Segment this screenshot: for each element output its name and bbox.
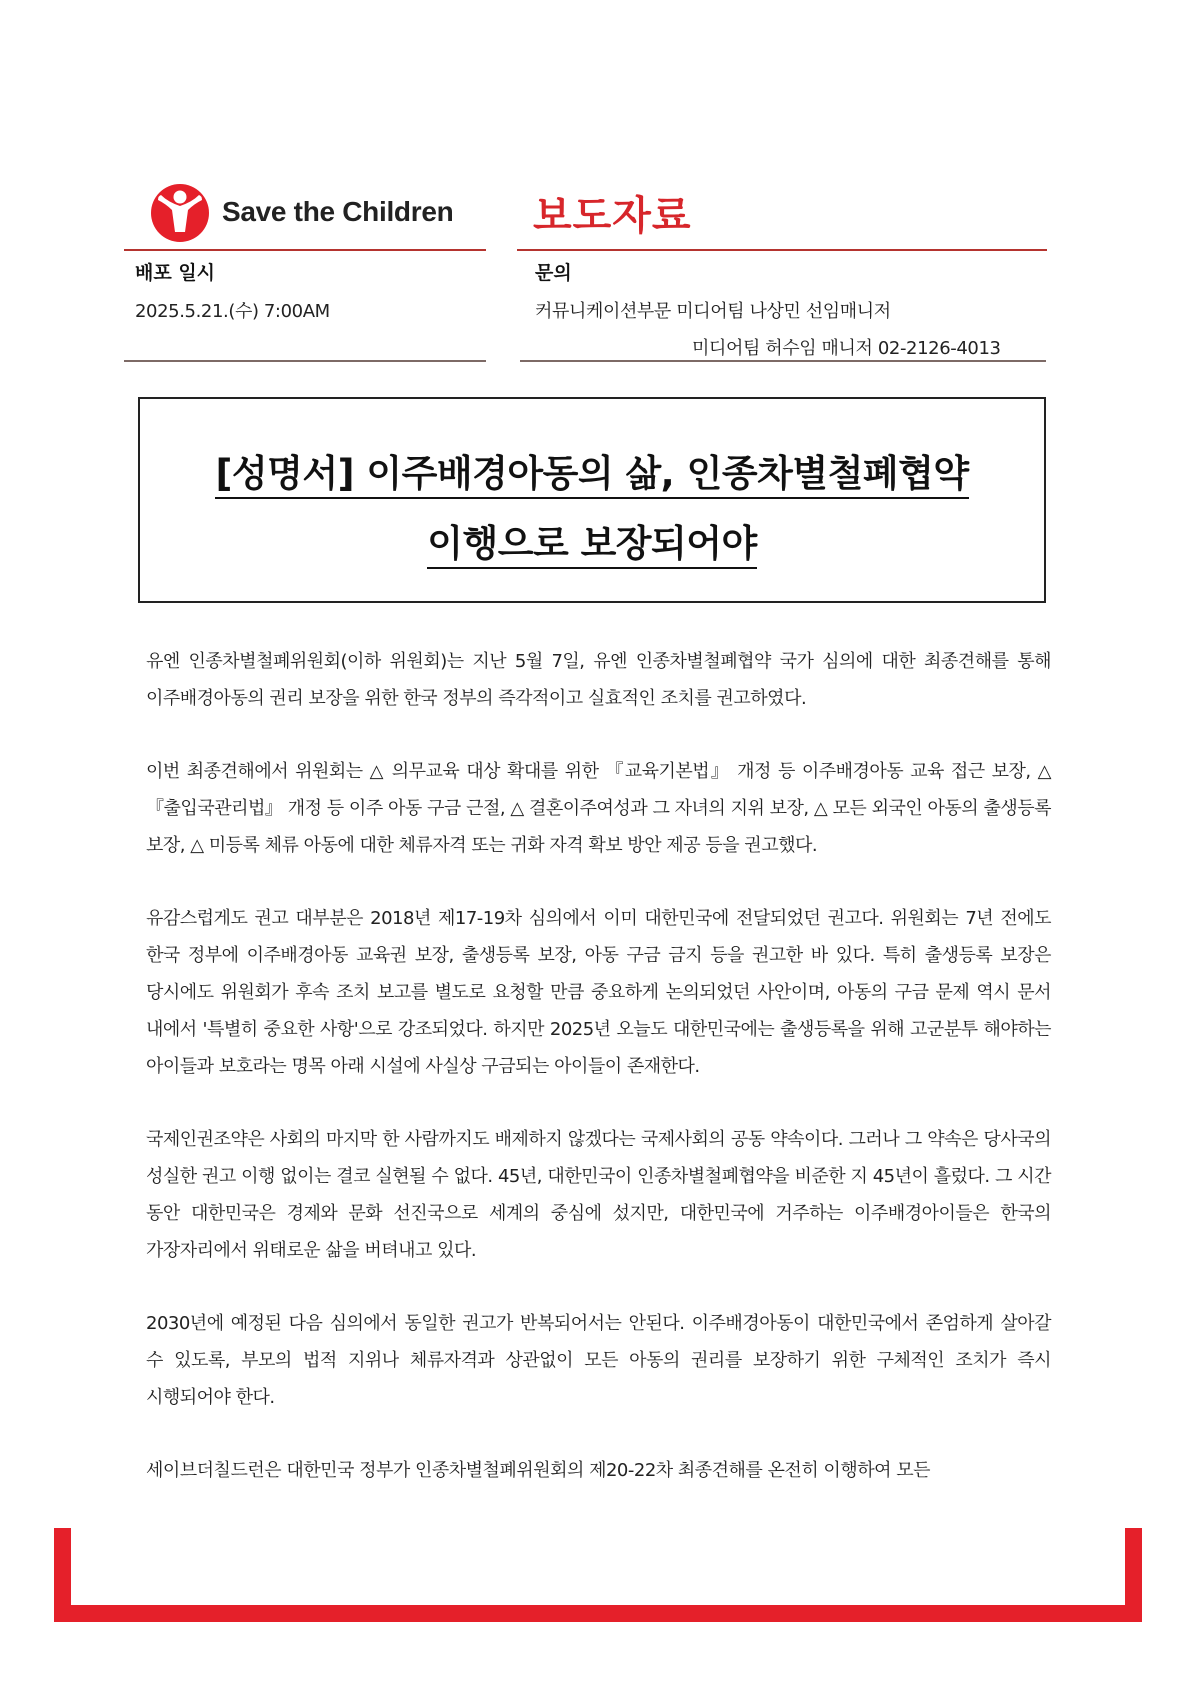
left-header-rule xyxy=(124,249,486,251)
organization-logo xyxy=(148,180,453,244)
headline-box xyxy=(138,397,1046,603)
headline-line-1: [성명서] 이주배경아동의 삶, 인종차별철폐협약 xyxy=(140,443,1044,497)
footer-frame xyxy=(54,1528,1142,1622)
contact-line-1: 커뮤니케이션부문 미디어팀 나상민 선임매니저 xyxy=(535,301,891,322)
distribution-label: 배포 일시 xyxy=(135,262,216,284)
contact-line-2: 미디어팀 허수임 매니저 02-2126-4013 xyxy=(692,338,1001,359)
save-the-children-logo-icon xyxy=(148,180,212,244)
press-release-title: 보도자료 xyxy=(533,193,692,239)
paragraph: 이번 최종견해에서 위원회는 △ 의무교육 대상 확대를 위한 『교육기본법』 개정 등 이주배경아동 교육 접근 보장, △ 『출입국관리법』 개정 등 이주 아동 구금 근절, △ 결혼이주여성과 그 자녀의 지위 보장, △ 모든 외국인 아동의 출생등록 보장, △ 미등록 체류 아동에 대한 체류자격 또는 귀화 자격 확보 방안 제공 등을 권고했다. xyxy=(146,761,1051,856)
headline-line-2: 이행으로 보장되어야 xyxy=(140,513,1044,567)
right-header-rule xyxy=(517,249,1047,251)
statement-body xyxy=(146,643,1051,1525)
right-header-bottom-rule xyxy=(520,360,1046,362)
left-header-bottom-rule xyxy=(124,360,486,362)
paragraph: 2030년에 예정된 다음 심의에서 동일한 권고가 반복되어서는 안된다. 이주배경아동이 대한민국에서 존엄하게 살아갈 수 있도록, 부모의 법적 지위나 체류자격과 상관없이 모든 아동의 권리를 보장하기 위한 구체적인 조치가 즉시 시행되어야 한다. xyxy=(146,1313,1051,1408)
paragraph: 유감스럽게도 권고 대부분은 2018년 제17-19차 심의에서 이미 대한민국에 전달되었던 권고다. 위원회는 7년 전에도 한국 정부에 이주배경아동 교육권 보장, 출생등록 보장, 아동 구금 금지 등을 권고한 바 있다. 특히 출생등록 보장은 당시에도 위원회가 후속 조치 보고를 별도로 요청할 만큼 중요하게 논의되었던 사안이며, 아동의 구금 문제 역시 문서 내에서 '특별히 중요한 사항'으로 강조되었다. 하지만 2025년 오늘도 대한민국에는 출생등록을 위해 고군분투 해야하는 아이들과 보호라는 명목 아래 시설에 사실상 구금되는 아이들이 존재한다. xyxy=(146,908,1051,1077)
paragraph: 국제인권조약은 사회의 마지막 한 사람까지도 배제하지 않겠다는 국제사회의 공동 약속이다. 그러나 그 약속은 당사국의 성실한 권고 이행 없이는 결코 실현될 수 없다. 45년, 대한민국이 인종차별철폐협약을 비준한 지 45년이 흘렀다. 그 시간 동안 대한민국은 경제와 문화 선진국으로 세계의 중심에 섰지만, 대한민국에 거주하는 이주배경아이들은 한국의 가장자리에서 위태로운 삶을 버텨내고 있다. xyxy=(146,1129,1051,1261)
organization-name: Save the Children xyxy=(222,196,454,227)
paragraph: 유엔 인종차별철폐위원회(이하 위원회)는 지난 5월 7일, 유엔 인종차별철폐협약 국가 심의에 대한 최종견해를 통해 이주배경아동의 권리 보장을 위한 한국 정부의 즉각적이고 실효적인 조치를 권고하였다. xyxy=(146,651,1051,709)
contact-label: 문의 xyxy=(535,262,572,284)
distribution-datetime: 2025.5.21.(수) 7:00AM xyxy=(135,301,330,322)
paragraph: 세이브더칠드런은 대한민국 정부가 인종차별철폐위원회의 제20-22차 최종견해를 온전히 이행하여 모든 xyxy=(146,1460,930,1481)
